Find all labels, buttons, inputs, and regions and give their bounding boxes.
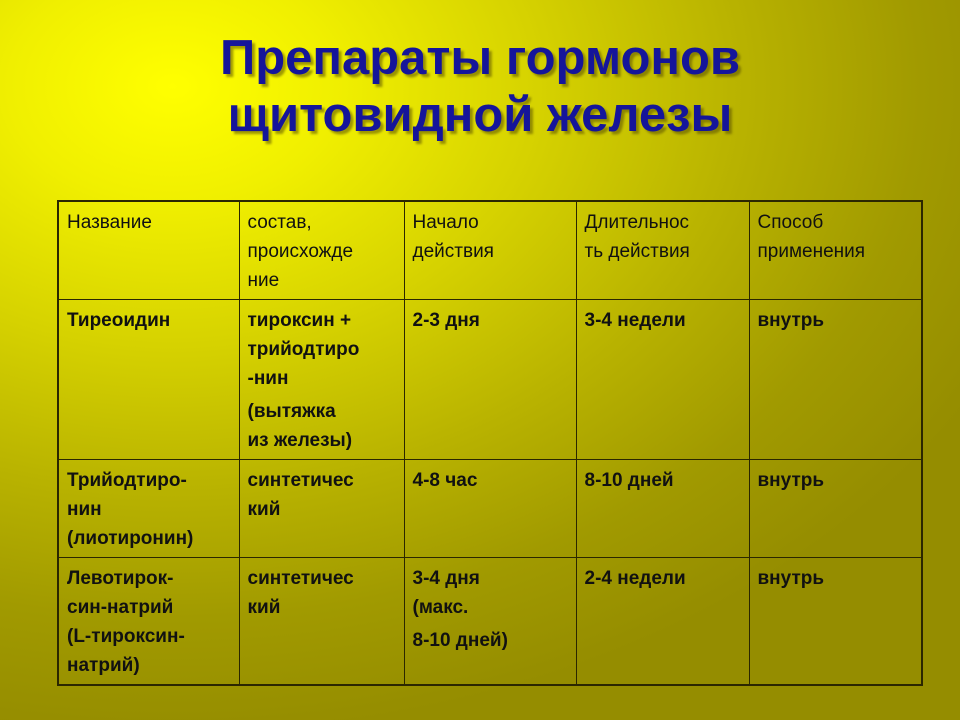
- cell-line: трийодтиро: [247, 339, 360, 360]
- title-line-1: Препараты гормонов: [219, 31, 741, 85]
- cell-line: Длительнос: [584, 212, 690, 233]
- cell-line: ние: [247, 270, 280, 291]
- cell-line: 2-3 дня: [412, 310, 480, 331]
- cell-line: натрий): [67, 655, 140, 676]
- cell-line: (лиотиронин): [67, 528, 194, 549]
- cell-composition: [239, 460, 404, 558]
- cell-line: внутрь: [757, 310, 825, 331]
- cell-onset: [404, 300, 576, 460]
- cell-line: 3-4 недели: [584, 310, 686, 331]
- cell-line: синтетичес: [247, 470, 354, 491]
- cell-line: (L-тироксин-: [67, 626, 185, 647]
- cell-line: -нин: [247, 368, 289, 389]
- cell-line: внутрь: [757, 470, 825, 491]
- cell-line: из железы): [247, 430, 353, 451]
- table-header-row: [58, 201, 922, 300]
- cell-line: действия: [412, 241, 494, 262]
- cell-name: [58, 300, 239, 460]
- cell-line: 8-10 дней): [412, 630, 508, 651]
- cell-line: применения: [757, 241, 866, 262]
- cell-line: Начало: [412, 212, 479, 233]
- cell-name: [58, 558, 239, 686]
- cell-line: (макс.: [412, 597, 469, 618]
- cell-line: Тиреоидин: [67, 310, 171, 331]
- cell-line: кий: [247, 499, 281, 520]
- slide-title: [0, 30, 960, 144]
- cell-line: синтетичес: [247, 568, 354, 589]
- table-row: [58, 558, 922, 686]
- cell-line: син-натрий: [67, 597, 174, 618]
- title-line-2: щитовидной железы: [227, 88, 733, 142]
- cell-line: Название: [67, 212, 152, 233]
- cell-composition: [239, 300, 404, 460]
- cell-line: нин: [67, 499, 102, 520]
- cell-line: 3-4 дня: [412, 568, 480, 589]
- table-row: [58, 460, 922, 558]
- cell-line: 4-8 час: [412, 470, 478, 491]
- cell-route: [749, 460, 922, 558]
- table-row: [58, 300, 922, 460]
- cell-name: [58, 460, 239, 558]
- cell-onset: [404, 558, 576, 686]
- header-duration: [576, 201, 749, 300]
- cell-onset: [404, 460, 576, 558]
- header-name: [58, 201, 239, 300]
- header-onset: [404, 201, 576, 300]
- cell-line: 2-4 недели: [584, 568, 686, 589]
- cell-line: внутрь: [757, 568, 825, 589]
- header-route: [749, 201, 922, 300]
- cell-line: Левотирок-: [67, 568, 174, 589]
- cell-route: [749, 300, 922, 460]
- cell-duration: [576, 300, 749, 460]
- cell-line: кий: [247, 597, 281, 618]
- cell-duration: [576, 558, 749, 686]
- cell-line: ть действия: [584, 241, 690, 262]
- cell-line: происхожде: [247, 241, 354, 262]
- cell-duration: [576, 460, 749, 558]
- cell-line: Трийодтиро-: [67, 470, 187, 491]
- cell-line: 8-10 дней: [584, 470, 674, 491]
- cell-composition: [239, 558, 404, 686]
- header-composition: [239, 201, 404, 300]
- drugs-table: [57, 200, 923, 686]
- cell-line: тироксин +: [247, 310, 352, 331]
- cell-line: состав,: [247, 212, 312, 233]
- cell-line: (вытяжка: [247, 401, 336, 422]
- cell-route: [749, 558, 922, 686]
- cell-line: Способ: [757, 212, 824, 233]
